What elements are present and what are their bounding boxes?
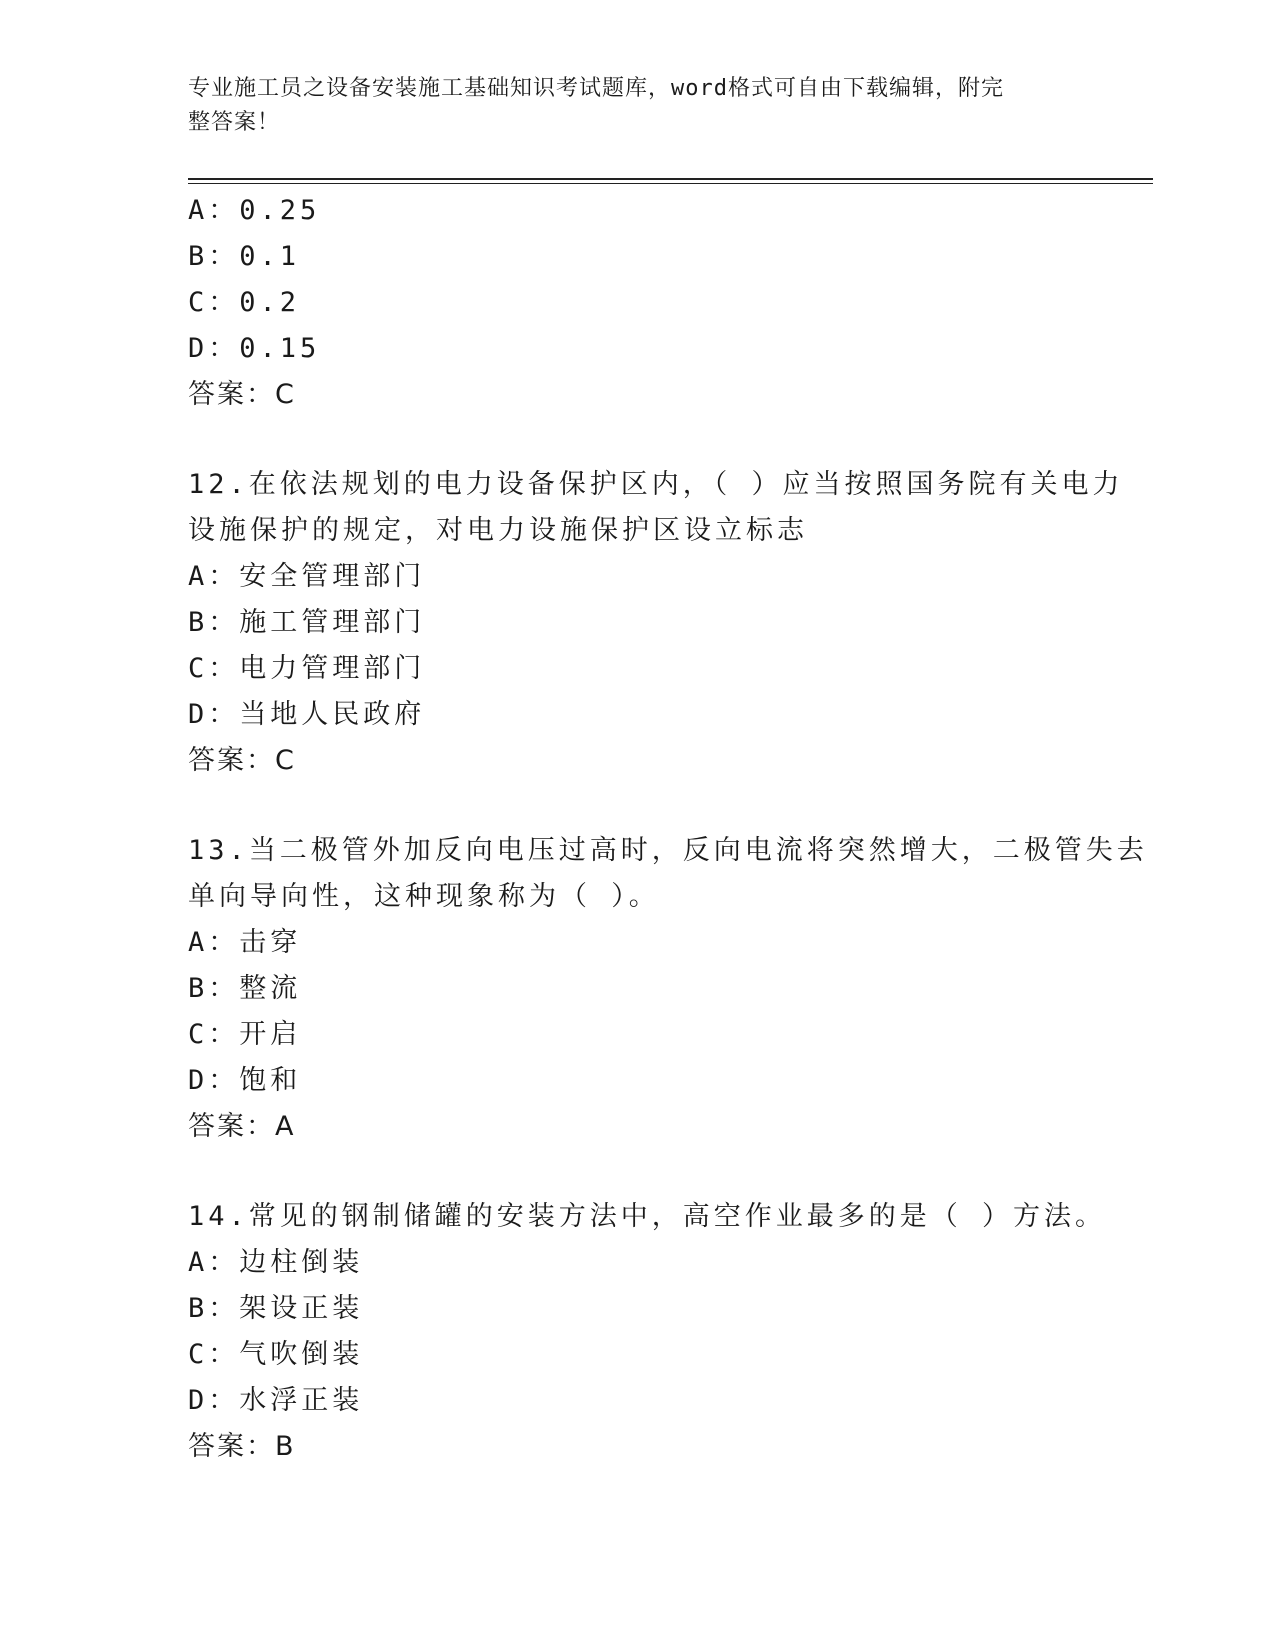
answer: 答案：A xyxy=(188,1111,296,1142)
option-c: C：气吹倒装 xyxy=(188,1339,364,1370)
answer: 答案：C xyxy=(188,379,296,410)
option-d: D：0.15 xyxy=(188,333,321,364)
option-b: B：架设正装 xyxy=(188,1293,364,1324)
question-12 xyxy=(188,462,1124,784)
header-line-1: 专业施工员之设备安装施工基础知识考试题库，word格式可自由下载编辑，附完 xyxy=(188,76,1004,101)
answer: 答案：C xyxy=(188,745,296,776)
question-stem-line-1: 13.当二极管外加反向电压过高时，反向电流将突然增大，二极管失去 xyxy=(188,835,1148,866)
option-c: C：开启 xyxy=(188,1019,302,1050)
option-d: D：当地人民政府 xyxy=(188,699,426,730)
option-a: A：0.25 xyxy=(188,195,321,226)
option-a: A：安全管理部门 xyxy=(188,561,426,592)
option-d: D：饱和 xyxy=(188,1065,302,1096)
question-stem-line-2: 设施保护的规定，对电力设施保护区设立标志 xyxy=(188,515,808,546)
question-stem-line-1: 14.常见的钢制储罐的安装方法中，高空作业最多的是（ ）方法。 xyxy=(188,1201,1107,1232)
header-rule-thin xyxy=(188,183,1153,184)
header-rule-thick xyxy=(188,178,1153,180)
question-stem-line-2: 单向导向性，这种现象称为（ ）。 xyxy=(188,881,660,912)
option-c: C：电力管理部门 xyxy=(188,653,426,684)
option-a: A：击穿 xyxy=(188,927,302,958)
option-c: C：0.2 xyxy=(188,287,301,318)
document-header xyxy=(188,72,1078,140)
document-body xyxy=(188,188,1148,1470)
option-a: A：边柱倒装 xyxy=(188,1247,364,1278)
question-14 xyxy=(188,1194,1108,1470)
option-b: B：整流 xyxy=(188,973,302,1004)
question-stem-line-1: 12.在依法规划的电力设备保护区内，（ ）应当按照国务院有关电力 xyxy=(188,469,1124,500)
option-d: D：水浮正装 xyxy=(188,1385,364,1416)
answer: 答案：B xyxy=(188,1431,296,1462)
option-b: B：施工管理部门 xyxy=(188,607,426,638)
header-line-2: 整答案！ xyxy=(188,110,281,135)
question-13 xyxy=(188,828,1148,1150)
option-b: B：0.1 xyxy=(188,241,301,272)
question-11 xyxy=(188,188,1108,418)
